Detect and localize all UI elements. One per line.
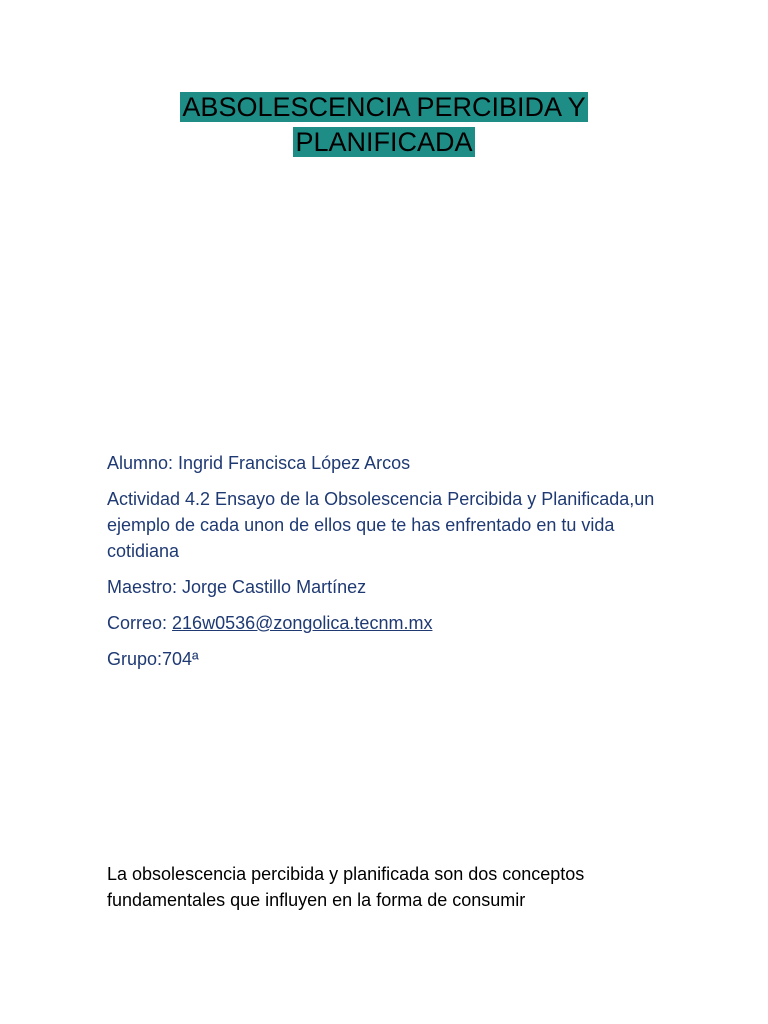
grupo-line: Grupo:704ª (107, 649, 199, 669)
maestro-line: Maestro: Jorge Castillo Martínez (107, 577, 367, 597)
student-info (107, 450, 667, 682)
alumno-line: Alumno: Ingrid Francisca López Arcos (107, 453, 411, 473)
intro-paragraph (107, 861, 667, 913)
document-title (0, 90, 768, 160)
correo-label: Correo: (107, 613, 173, 633)
title-line-1: ABSOLESCENCIA PERCIBIDA Y (182, 92, 586, 122)
actividad-line: Actividad 4.2 Ensayo de la Obsolescencia Percibida y Planificada,un ejemplo de cada unon de ellos que te has enfrentado en tu vida cotidiana (107, 489, 655, 561)
correo-line (107, 610, 667, 636)
title-line-2: PLANIFICADA (295, 127, 473, 157)
email-link[interactable]: 216w0536@zongolica.tecnm.mx (172, 613, 433, 633)
intro-text: La obsolescencia percibida y planificada son dos conceptos fundamentales que influyen en la forma de consumir (107, 864, 585, 910)
